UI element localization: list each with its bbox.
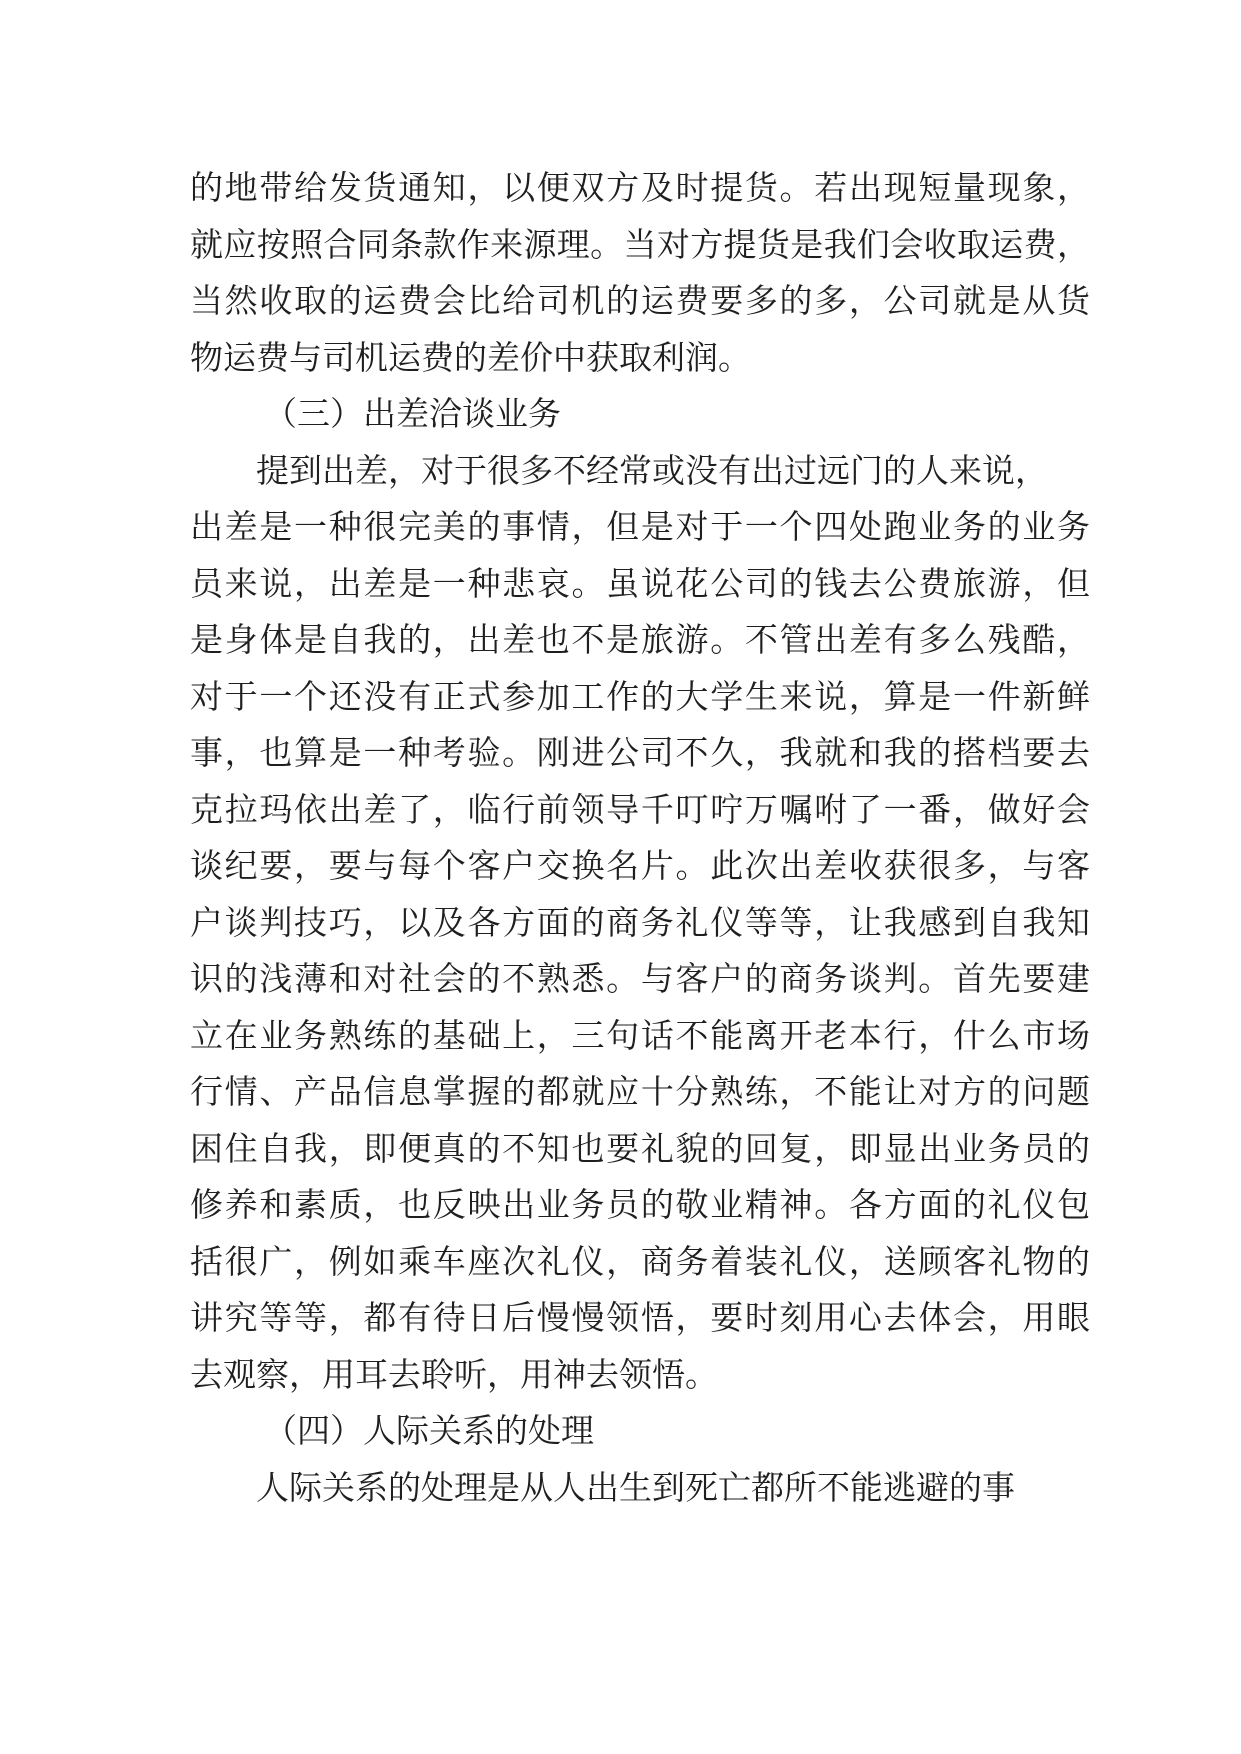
text-line: 出差是一种很完美的事情，但是对于一个四处跑业务的业务 <box>190 507 1090 546</box>
text-line: 困住自我，即便真的不知也要礼貌的回复，即显出业务员的 <box>190 1128 1090 1168</box>
text-line: 员来说，出差是一种悲哀。虽说花公司的钱去公费旅游，但 <box>190 563 1090 603</box>
text-line: 克拉玛依出差了，临行前领导千叮咛万嘱咐了一番，做好会 <box>190 789 1090 829</box>
text-line: 事，也算是一种考验。刚进公司不久，我就和我的搭档要去 <box>190 733 1090 772</box>
paragraph-first-line: 人际关系的处理是从人出生到死亡都所不能逃避的事 <box>256 1467 1015 1507</box>
text-line: 讲究等等，都有待日后慢慢领悟，要时刻用心去体会，用眼 <box>190 1298 1090 1337</box>
document-body <box>190 160 1090 1516</box>
text-line: 谈纪要，要与每个客户交换名片。此次出差收获很多，与客 <box>190 846 1090 885</box>
text-line: 的地带给发货通知，以便双方及时提货。若出现短量现象， <box>190 168 1090 207</box>
text-line: 立在业务熟练的基础上，三句话不能离开老本行，什么市场 <box>190 1015 1090 1055</box>
text-line: 是身体是自我的，出差也不是旅游。不管出差有多么残酷， <box>190 620 1090 659</box>
text-line: 去观察，用耳去聆听，用神去领悟。 <box>190 1354 718 1394</box>
text-line: 户谈判技巧，以及各方面的商务礼仪等等，让我感到自我知 <box>190 902 1090 942</box>
text-line: 修养和素质，也反映出业务员的敬业精神。各方面的礼仪包 <box>190 1185 1090 1224</box>
section-heading: （三）出差洽谈业务 <box>264 394 561 433</box>
text-line: 对于一个还没有正式参加工作的大学生来说，算是一件新鲜 <box>190 676 1090 716</box>
text-line: 行情、产品信息掌握的都就应十分熟练，不能让对方的问题 <box>190 1072 1090 1111</box>
section-heading: （四）人际关系的处理 <box>264 1411 594 1450</box>
text-line: 当然收取的运费会比给司机的运费要多的多，公司就是从货 <box>190 281 1090 320</box>
paragraph-first-line: 提到出差，对于很多不经常或没有出过远门的人来说， <box>256 450 1048 490</box>
text-line: 就应按照合同条款作来源理。当对方提货是我们会收取运费， <box>190 224 1090 264</box>
text-line: 括很广，例如乘车座次礼仪，商务着装礼仪，送顾客礼物的 <box>190 1241 1090 1281</box>
text-line: 物运费与司机运费的差价中获取利润。 <box>190 337 751 377</box>
text-line: 识的浅薄和对社会的不熟悉。与客户的商务谈判。首先要建 <box>190 959 1090 998</box>
